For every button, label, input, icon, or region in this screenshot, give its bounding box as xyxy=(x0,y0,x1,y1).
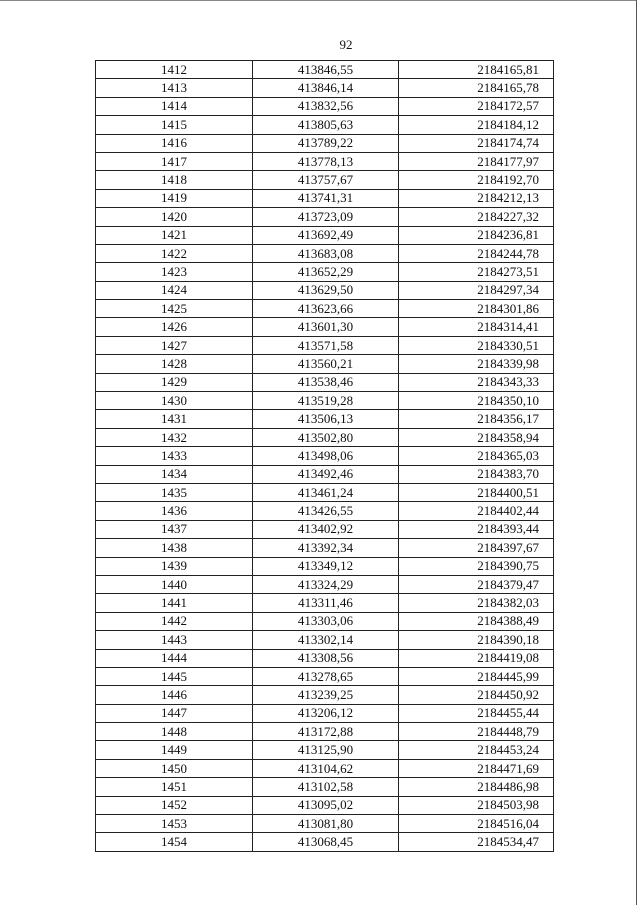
x-coordinate-cell: 413741,31 xyxy=(253,189,399,207)
point-number-cell: 1441 xyxy=(96,594,253,612)
point-number-cell: 1421 xyxy=(96,226,253,244)
x-coordinate-cell: 413308,56 xyxy=(253,649,399,667)
x-coordinate-cell: 413498,06 xyxy=(253,447,399,465)
y-coordinate-cell: 2184236,81 xyxy=(399,226,554,244)
table-row xyxy=(96,152,554,170)
x-coordinate-cell: 413723,09 xyxy=(253,208,399,226)
page-number: 92 xyxy=(339,37,353,52)
point-number-cell: 1419 xyxy=(96,189,253,207)
x-coordinate-cell: 413519,28 xyxy=(253,392,399,410)
y-coordinate-cell: 2184339,98 xyxy=(399,355,554,373)
table-row xyxy=(96,575,554,593)
x-coordinate-cell: 413832,56 xyxy=(253,97,399,115)
y-coordinate-cell: 2184455,44 xyxy=(399,704,554,722)
y-coordinate-cell: 2184177,97 xyxy=(399,152,554,170)
point-number-cell: 1414 xyxy=(96,97,253,115)
y-coordinate-cell: 2184393,44 xyxy=(399,520,554,538)
x-coordinate-cell: 413104,62 xyxy=(253,759,399,777)
table-row xyxy=(96,447,554,465)
y-coordinate-cell: 2184419,08 xyxy=(399,649,554,667)
x-coordinate-cell: 413846,55 xyxy=(253,61,399,79)
x-coordinate-cell: 413601,30 xyxy=(253,318,399,336)
y-coordinate-cell: 2184356,17 xyxy=(399,410,554,428)
x-coordinate-cell: 413206,12 xyxy=(253,704,399,722)
point-number-cell: 1444 xyxy=(96,649,253,667)
x-coordinate-cell: 413778,13 xyxy=(253,152,399,170)
point-number-cell: 1422 xyxy=(96,244,253,262)
y-coordinate-cell: 2184448,79 xyxy=(399,723,554,741)
point-number-cell: 1426 xyxy=(96,318,253,336)
point-number-cell: 1430 xyxy=(96,392,253,410)
table-row xyxy=(96,686,554,704)
point-number-cell: 1451 xyxy=(96,778,253,796)
table-row xyxy=(96,557,554,575)
y-coordinate-cell: 2184471,69 xyxy=(399,759,554,777)
y-coordinate-cell: 2184192,70 xyxy=(399,171,554,189)
table-row xyxy=(96,373,554,391)
point-number-cell: 1434 xyxy=(96,465,253,483)
y-coordinate-cell: 2184450,92 xyxy=(399,686,554,704)
y-coordinate-cell: 2184227,32 xyxy=(399,208,554,226)
x-coordinate-cell: 413502,80 xyxy=(253,428,399,446)
table-row xyxy=(96,79,554,97)
x-coordinate-cell: 413652,29 xyxy=(253,263,399,281)
x-coordinate-cell: 413560,21 xyxy=(253,355,399,373)
x-coordinate-cell: 413239,25 xyxy=(253,686,399,704)
table-row xyxy=(96,300,554,318)
point-number-cell: 1427 xyxy=(96,336,253,354)
x-coordinate-cell: 413102,58 xyxy=(253,778,399,796)
table-row xyxy=(96,631,554,649)
x-coordinate-cell: 413506,13 xyxy=(253,410,399,428)
table-row xyxy=(96,318,554,336)
table-row xyxy=(96,833,554,851)
table-row xyxy=(96,483,554,501)
x-coordinate-cell: 413303,06 xyxy=(253,612,399,630)
y-coordinate-cell: 2184301,86 xyxy=(399,300,554,318)
y-coordinate-cell: 2184383,70 xyxy=(399,465,554,483)
y-coordinate-cell: 2184273,51 xyxy=(399,263,554,281)
y-coordinate-cell: 2184486,98 xyxy=(399,778,554,796)
x-coordinate-cell: 413081,80 xyxy=(253,815,399,833)
table-row xyxy=(96,428,554,446)
table-row xyxy=(96,796,554,814)
y-coordinate-cell: 2184388,49 xyxy=(399,612,554,630)
point-number-cell: 1431 xyxy=(96,410,253,428)
y-coordinate-cell: 2184382,03 xyxy=(399,594,554,612)
y-coordinate-cell: 2184453,24 xyxy=(399,741,554,759)
point-number-cell: 1437 xyxy=(96,520,253,538)
x-coordinate-cell: 413692,49 xyxy=(253,226,399,244)
x-coordinate-cell: 413571,58 xyxy=(253,336,399,354)
x-coordinate-cell: 413172,88 xyxy=(253,723,399,741)
table-row xyxy=(96,667,554,685)
point-number-cell: 1428 xyxy=(96,355,253,373)
x-coordinate-cell: 413302,14 xyxy=(253,631,399,649)
y-coordinate-cell: 2184503,98 xyxy=(399,796,554,814)
table-row xyxy=(96,410,554,428)
point-number-cell: 1440 xyxy=(96,575,253,593)
point-number-cell: 1447 xyxy=(96,704,253,722)
x-coordinate-cell: 413125,90 xyxy=(253,741,399,759)
table-row xyxy=(96,336,554,354)
y-coordinate-cell: 2184350,10 xyxy=(399,392,554,410)
y-coordinate-cell: 2184343,33 xyxy=(399,373,554,391)
x-coordinate-cell: 413538,46 xyxy=(253,373,399,391)
coordinates-table xyxy=(95,60,554,852)
y-coordinate-cell: 2184358,94 xyxy=(399,428,554,446)
y-coordinate-cell: 2184402,44 xyxy=(399,502,554,520)
x-coordinate-cell: 413068,45 xyxy=(253,833,399,851)
table-row xyxy=(96,778,554,796)
point-number-cell: 1454 xyxy=(96,833,253,851)
table-row xyxy=(96,392,554,410)
point-number-cell: 1425 xyxy=(96,300,253,318)
y-coordinate-cell: 2184534,47 xyxy=(399,833,554,851)
x-coordinate-cell: 413623,66 xyxy=(253,300,399,318)
table-row xyxy=(96,226,554,244)
table-row xyxy=(96,741,554,759)
x-coordinate-cell: 413324,29 xyxy=(253,575,399,593)
point-number-cell: 1416 xyxy=(96,134,253,152)
point-number-cell: 1443 xyxy=(96,631,253,649)
table-row xyxy=(96,355,554,373)
point-number-cell: 1438 xyxy=(96,539,253,557)
table-row xyxy=(96,281,554,299)
x-coordinate-cell: 413805,63 xyxy=(253,116,399,134)
table-row xyxy=(96,815,554,833)
x-coordinate-cell: 413349,12 xyxy=(253,557,399,575)
table-row xyxy=(96,134,554,152)
table-row xyxy=(96,244,554,262)
y-coordinate-cell: 2184397,67 xyxy=(399,539,554,557)
x-coordinate-cell: 413683,08 xyxy=(253,244,399,262)
table-row xyxy=(96,502,554,520)
table-row xyxy=(96,759,554,777)
point-number-cell: 1432 xyxy=(96,428,253,446)
point-number-cell: 1453 xyxy=(96,815,253,833)
y-coordinate-cell: 2184184,12 xyxy=(399,116,554,134)
point-number-cell: 1442 xyxy=(96,612,253,630)
y-coordinate-cell: 2184174,74 xyxy=(399,134,554,152)
table-row xyxy=(96,465,554,483)
table-row xyxy=(96,594,554,612)
page-right-edge xyxy=(636,0,637,905)
y-coordinate-cell: 2184379,47 xyxy=(399,575,554,593)
point-number-cell: 1446 xyxy=(96,686,253,704)
y-coordinate-cell: 2184390,75 xyxy=(399,557,554,575)
x-coordinate-cell: 413095,02 xyxy=(253,796,399,814)
point-number-cell: 1436 xyxy=(96,502,253,520)
y-coordinate-cell: 2184400,51 xyxy=(399,483,554,501)
table-row xyxy=(96,612,554,630)
point-number-cell: 1420 xyxy=(96,208,253,226)
x-coordinate-cell: 413311,46 xyxy=(253,594,399,612)
x-coordinate-cell: 413278,65 xyxy=(253,667,399,685)
y-coordinate-cell: 2184297,34 xyxy=(399,281,554,299)
x-coordinate-cell: 413402,92 xyxy=(253,520,399,538)
table-row xyxy=(96,208,554,226)
point-number-cell: 1445 xyxy=(96,667,253,685)
table-row xyxy=(96,520,554,538)
y-coordinate-cell: 2184330,51 xyxy=(399,336,554,354)
y-coordinate-cell: 2184172,57 xyxy=(399,97,554,115)
y-coordinate-cell: 2184365,03 xyxy=(399,447,554,465)
point-number-cell: 1435 xyxy=(96,483,253,501)
point-number-cell: 1439 xyxy=(96,557,253,575)
point-number-cell: 1433 xyxy=(96,447,253,465)
x-coordinate-cell: 413461,24 xyxy=(253,483,399,501)
table-row xyxy=(96,539,554,557)
point-number-cell: 1413 xyxy=(96,79,253,97)
y-coordinate-cell: 2184445,99 xyxy=(399,667,554,685)
x-coordinate-cell: 413846,14 xyxy=(253,79,399,97)
point-number-cell: 1429 xyxy=(96,373,253,391)
y-coordinate-cell: 2184516,04 xyxy=(399,815,554,833)
point-number-cell: 1424 xyxy=(96,281,253,299)
point-number-cell: 1412 xyxy=(96,61,253,79)
x-coordinate-cell: 413789,22 xyxy=(253,134,399,152)
point-number-cell: 1450 xyxy=(96,759,253,777)
table-row xyxy=(96,649,554,667)
table-row xyxy=(96,704,554,722)
point-number-cell: 1417 xyxy=(96,152,253,170)
table-row xyxy=(96,263,554,281)
y-coordinate-cell: 2184165,81 xyxy=(399,61,554,79)
page-top-edge xyxy=(0,0,637,1)
point-number-cell: 1452 xyxy=(96,796,253,814)
x-coordinate-cell: 413492,46 xyxy=(253,465,399,483)
x-coordinate-cell: 413757,67 xyxy=(253,171,399,189)
point-number-cell: 1423 xyxy=(96,263,253,281)
table-row xyxy=(96,171,554,189)
table-row xyxy=(96,61,554,79)
x-coordinate-cell: 413629,50 xyxy=(253,281,399,299)
table-row xyxy=(96,116,554,134)
point-number-cell: 1418 xyxy=(96,171,253,189)
y-coordinate-cell: 2184212,13 xyxy=(399,189,554,207)
point-number-cell: 1415 xyxy=(96,116,253,134)
point-number-cell: 1449 xyxy=(96,741,253,759)
x-coordinate-cell: 413392,34 xyxy=(253,539,399,557)
table-row xyxy=(96,189,554,207)
table-row xyxy=(96,723,554,741)
y-coordinate-cell: 2184165,78 xyxy=(399,79,554,97)
y-coordinate-cell: 2184244,78 xyxy=(399,244,554,262)
point-number-cell: 1448 xyxy=(96,723,253,741)
y-coordinate-cell: 2184390,18 xyxy=(399,631,554,649)
coordinates-table-body xyxy=(96,61,554,852)
x-coordinate-cell: 413426,55 xyxy=(253,502,399,520)
table-row xyxy=(96,97,554,115)
y-coordinate-cell: 2184314,41 xyxy=(399,318,554,336)
